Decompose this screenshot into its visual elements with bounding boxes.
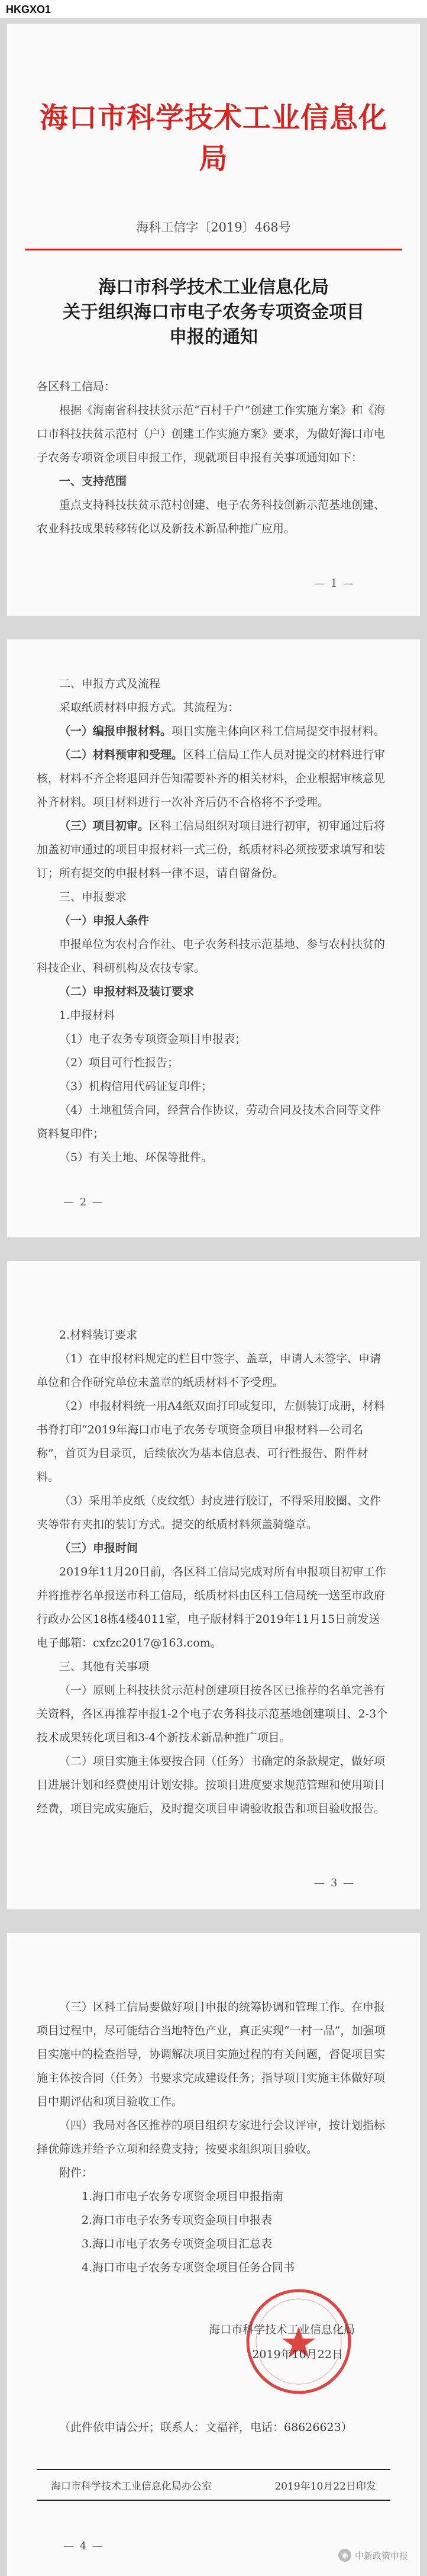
section-heading: 三、其他有关事项 <box>59 1660 150 1673</box>
signing-organization: 海口市科学技术工业信息化局 <box>208 2323 355 2336</box>
signature-block <box>37 2321 390 2398</box>
source-watermark <box>338 2549 408 2562</box>
notice-title <box>37 275 390 350</box>
signing-date: 2019年10月22日 <box>252 2348 343 2361</box>
step-paragraph <box>37 719 390 743</box>
subsection-heading: 2.材料装订要求 <box>59 1329 138 1342</box>
section-paragraph: 申报单位为农村合作社、电子农务科技示范基地、参与农村扶贫的科技企业、科研机构及农技专家。 <box>37 938 386 975</box>
red-divider <box>25 249 402 250</box>
official-seal-icon <box>242 2285 355 2398</box>
issuance-footer <box>37 2469 390 2501</box>
section-paragraph: （二）项目实施主体要按合同（任务）书确定的条款规定，做好项目进展计划和经费使用计划安排。按项目进度要求规范管理和使用项目经费，项目完成实施后，及时提交项目申请验收报告和项目验收报告。 <box>37 1755 386 1815</box>
section-paragraph: 2019年11月20日前，各区科工信局完成对所有申报项目初审工作并将推荐名单报送市科工信局，纸质材料由区科工信局统一送至市政府行政办公区18栋4楼4011室，电子版材料于2019年11月15日前发送电子邮箱：cxfzc2017@163.com。 <box>37 1565 386 1649</box>
document-page-1 <box>7 24 420 616</box>
step-text: 项目实施主体向区科工信局提交申报材料。 <box>172 725 386 738</box>
page-number: — 3 — <box>314 1877 355 1889</box>
step-paragraph <box>37 743 390 814</box>
attachment-item: 1.海口市电子农务专项资金项目申报指南 <box>82 2190 284 2203</box>
wechat-logo-icon: ◉ <box>338 2549 351 2562</box>
notice-title-line: 关于组织海口市电子农务专项资金项目 <box>63 302 364 323</box>
subsection-heading: （三）申报时间 <box>59 1542 138 1555</box>
binding-item: （2）申报材料统一用A4纸双面打印或复印，左侧装订成册，材料书脊打印“2019年海口市电子农务专项资金项目申报材料—公司名称”，首页为目录页，后续依次为基本信息表、可行性报告、附件材料。 <box>37 1400 385 1484</box>
page-number: — 1 — <box>314 577 355 590</box>
page-number: — 4 — <box>63 2540 104 2552</box>
section-paragraph: （三）区科工信局要做好项目申报的统筹协调和管理工作。在申报项目过程中，尽可能结合当地特色产业，真正实现“一村一品”，加强项目实施中的检查指导，协调解决项目实施过程的有关问题，督促项目实施主体按合同（任务）书要求完成建设任务；指导项目实施主体做好项目中期评估和项目验收工作。 <box>37 2001 386 2108</box>
step-lead: （三）项目初审。 <box>59 819 150 832</box>
page-number: — 2 — <box>63 1196 104 1208</box>
step-paragraph <box>37 814 390 885</box>
bureau-title: 海口市科学技术工业信息化局 <box>39 101 387 175</box>
disclosure-note: （此件依申请公开；联系人：文福祥，电话：68626623） <box>59 2421 352 2434</box>
subsection-heading: （一）申报人条件 <box>59 914 150 927</box>
document-number: 海科工信字〔2019〕468号 <box>136 220 291 234</box>
watermark-text: 中新政策申报 <box>354 2551 408 2561</box>
materials-item: （2）项目可行性报告； <box>59 1056 179 1069</box>
document-page-4 <box>7 1933 420 2576</box>
salutation: 各区科工信局： <box>37 380 116 393</box>
notice-title-line: 海口市科学技术工业信息化局 <box>98 277 329 298</box>
step-text: 区科工信局工作人员对提交的材料进行审核，材料不齐全将退回并告知需要补齐的相关材料，企业根据审核意见补齐材料。项目材料进行一次补齐后仍不合格将不予受理。 <box>37 748 386 809</box>
attachment-item: 4.海口市电子农务专项资金项目任务合同书 <box>82 2261 295 2274</box>
step-lead: （一）编报申报材料。 <box>59 725 172 738</box>
attachment-item: 2.海口市电子农务专项资金项目申报表 <box>82 2214 273 2227</box>
issuing-date: 2019年10月22日印发 <box>274 2480 376 2493</box>
materials-item: （4）土地租赁合同，经营合作协议，劳动合同及技术合同等文件资料复印件； <box>37 1104 381 1140</box>
document-page-2 <box>7 639 420 1237</box>
section-heading: 一、支持范围 <box>59 475 127 488</box>
section-paragraph: （一）原则上科技扶贫示范村创建项目按各区已推荐的名单完善有关资料，各区再推荐申报1-2个电子农务科技示范基地创建项目、2-3个技术成果转化项目和3-4个新技术新品种推广项目。 <box>37 1684 388 1744</box>
binding-item: （1）在申报材料规定的栏目中签字、盖章，申请人未签字、申请单位和合作研究单位未盖章的纸质材料不予受理。 <box>37 1352 381 1389</box>
document-page-3 <box>7 1261 420 1909</box>
top-code-label: HKGXO1 <box>0 0 427 18</box>
materials-item: （3）机构信用代码证复印件； <box>59 1080 213 1093</box>
materials-item: （5）有关土地、环保等批件。 <box>59 1151 213 1164</box>
binding-item: （3）采用羊皮纸（皮纹纸）封皮进行胶订，不得采用胶圈、文件夹等带有夹扣的装订方式。提交的纸质材料须盖骑缝章。 <box>37 1494 381 1531</box>
attachment-label: 附件： <box>59 2166 93 2179</box>
section-paragraph: （四）我局对各区推荐的项目组织专家进行会议评审，按计划指标择优筛选并给予立项和经费支持；按要求组织项目验收。 <box>37 2119 386 2156</box>
notice-title-line: 申报的通知 <box>169 327 258 348</box>
materials-heading: 1.申报材料 <box>59 1009 115 1022</box>
step-lead: （二）材料预审和受理。 <box>59 748 183 761</box>
intro-paragraph: 根据《海南省科技扶贫示范“百村千户”创建工作实施方案》和《海口市科技扶贫示范村（户）创建工作实施方案》要求，为做好海口市电子农务专项资金项目申报工作，现就项目申报有关事项通知如下： <box>37 404 386 464</box>
section-heading: 三、申报要求 <box>59 890 127 903</box>
issuing-office: 海口市科学技术工业信息化局办公室 <box>51 2480 212 2493</box>
section-paragraph: 采取纸质材料申报方式。其流程为： <box>59 701 240 714</box>
section-heading: 二、申报方式及流程 <box>59 677 161 690</box>
subsection-heading: （二）申报材料及装订要求 <box>59 985 195 998</box>
step-text: 区科工信局组织对项目进行初审，初审通过后将加盖初审通过的项目申报材料一式三份，纸质材料必须按要求填写和装订；所有提交的申报材料一律不退，请自留备份。 <box>37 819 386 880</box>
attachment-item: 3.海口市电子农务专项资金项目汇总表 <box>82 2237 273 2250</box>
materials-item: （1）电子农务专项资金项目申报表； <box>59 1033 247 1046</box>
section-paragraph: 重点支持科技扶贫示范村创建、电子农务科技创新示范基地创建、农业科技成果转移转化以及新技术新品种推广应用。 <box>37 499 386 535</box>
